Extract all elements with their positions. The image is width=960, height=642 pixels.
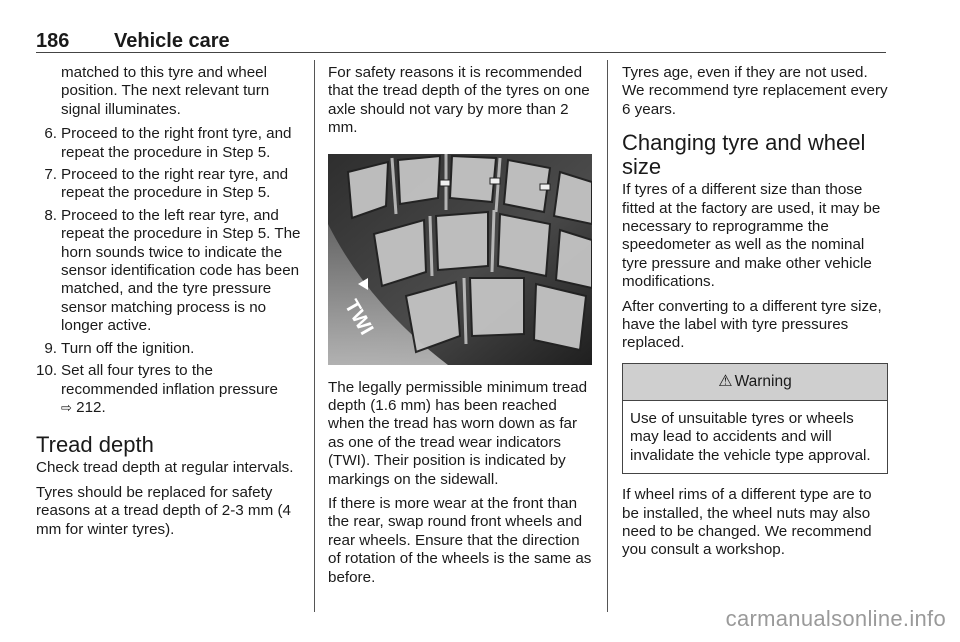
column-divider	[607, 60, 608, 612]
paragraph: Check tread depth at regular intervals.	[36, 459, 294, 477]
step-item	[36, 362, 302, 417]
paragraph: If there is more wear at the front than the rear, swap round front wheels and rear wheels. Ensure that the direction of rotation of the wheels is the same as before.	[328, 495, 592, 586]
column-divider	[314, 60, 315, 612]
paragraph: If wheel rims of a different type are to be installed, the wheel nuts may also need to be changed. We recommend you consult a workshop.	[622, 486, 872, 559]
step-number: 7.	[44, 166, 57, 184]
heading-tread-depth: Tread depth	[36, 432, 154, 458]
step-text: Turn off the ignition.	[61, 339, 195, 357]
paragraph: Tyres should be replaced for safety reasons at a tread depth of 2-3 mm (4 mm for winter tyres).	[36, 483, 291, 538]
figure-label-twi: TWI	[339, 295, 378, 339]
step-text: Proceed to the right rear tyre, and repeat the procedure in Step 5.	[61, 166, 289, 202]
step-number: 10.	[36, 362, 58, 380]
paragraph: After converting to a different tyre size, have the label with tyre pressures replaced.	[622, 297, 882, 352]
watermark: carmanualsonline.info	[725, 606, 946, 631]
page-reference-link[interactable]: 212.	[76, 398, 106, 416]
step-text: Proceed to the right front tyre, and repeat the procedure in Step 5.	[61, 125, 292, 161]
step-number: 6.	[44, 125, 57, 143]
heading-changing-tyre-size: Changing tyre and wheel size	[622, 130, 866, 180]
paragraph: Tyres age, even if they are not used. We recommend tyre replacement every 6 years.	[622, 64, 888, 118]
step-item	[36, 166, 302, 203]
step-item	[36, 125, 302, 162]
step-number: 9.	[44, 339, 57, 357]
tyre-tread-illustration	[328, 154, 592, 365]
page-number: 186	[36, 30, 70, 52]
step-text: Set all four tyres to the recommended inflation pressure	[61, 362, 278, 398]
column-right	[622, 64, 888, 566]
page-header	[36, 28, 886, 53]
paragraph: If tyres of a different size than those fitted at the factory are used, it may be necessary to reprogramme the speedometer as well as the nominal tyre pressure and make other vehicle modifications.	[622, 181, 881, 291]
step-number: 8.	[44, 206, 57, 224]
warning-triangle-icon: ⚠	[718, 372, 733, 390]
paragraph: For safety reasons it is recommended that the tread depth of the tyres on one axle should not vary by more than 2 mm.	[328, 64, 590, 137]
warning-header	[623, 364, 887, 401]
column-middle	[328, 64, 594, 593]
paragraph: The legally permissible minimum tread depth (1.6 mm) has been reached when the tread has worn down as far as one of the tread wear indicators (TWI). Their position is indicated by markings on the sidewall.	[328, 378, 588, 488]
column-left	[36, 64, 302, 545]
step-item	[36, 340, 302, 358]
step-5-continuation: matched to this tyre and wheel position. The next relevant turn signal illuminates.	[61, 64, 270, 118]
section-title: Vehicle care	[114, 30, 230, 52]
step-text: Proceed to the left rear tyre, and repeat the procedure in Step 5. The horn sounds twice to indicate the sensor identification code has been matched, and the tyre pressure sensor matching process is no longer active.	[61, 206, 301, 335]
warning-text: Use of unsuitable tyres or wheels may lead to accidents and will invalidate the vehicle type approval.	[630, 409, 871, 464]
cross-reference-arrow-icon[interactable]: ⇨	[61, 399, 72, 415]
warning-box	[622, 363, 888, 474]
step-item	[36, 207, 302, 336]
warning-title: Warning	[734, 372, 792, 390]
